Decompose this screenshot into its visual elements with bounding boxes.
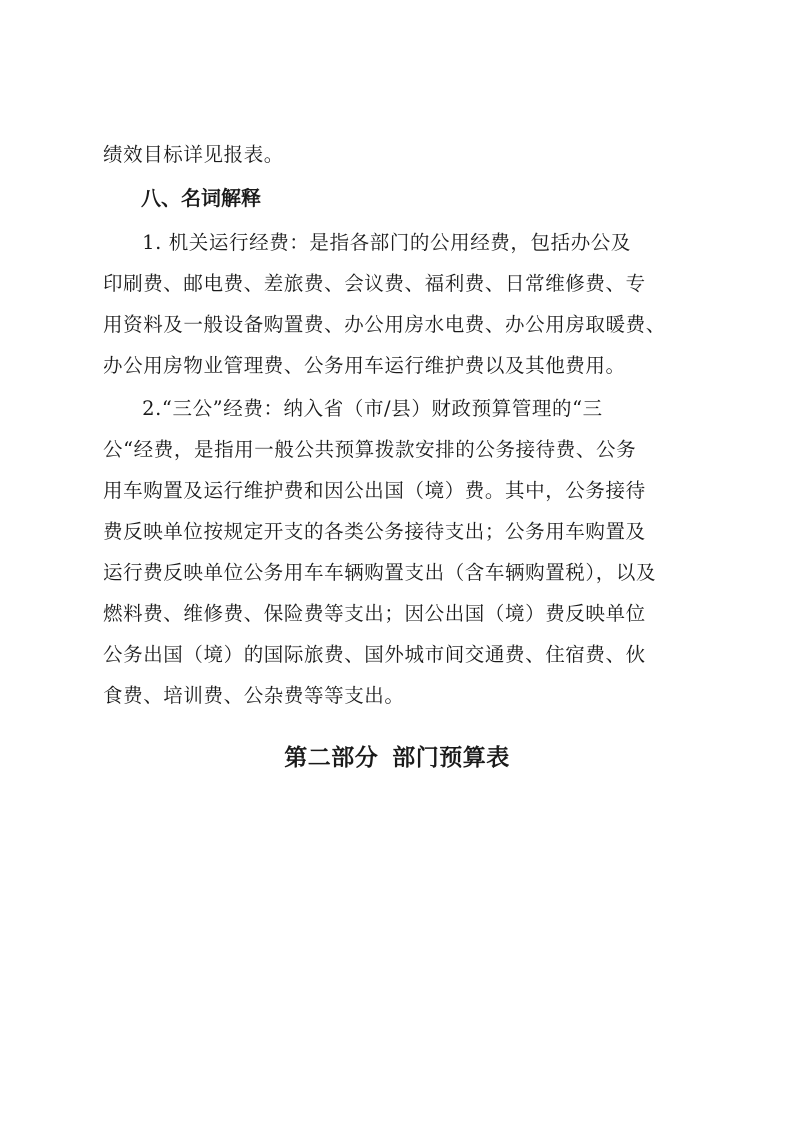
paragraph-2-line-4: 费反映单位按规定开支的各类公务接待支出；公务用车购置及 — [103, 520, 646, 543]
paragraph-2-line-6: 燃料费、维修费、保险费等支出；因公出国（境）费反映单位 — [103, 602, 646, 625]
paragraph-2-line-7: 公务出国（境）的国际旅费、国外城市间交通费、住宿费、伙 — [103, 643, 646, 666]
paragraph-2-line-8: 食费、培训费、公杂费等等支出。 — [103, 684, 405, 707]
intro-line: 绩效目标详见报表。 — [103, 143, 284, 166]
paragraph-2-line-2: 公“经费，是指用一般公共预算拨款安排的公务接待费、公务 — [103, 438, 637, 461]
paragraph-2-line-1: 2.“三公”经费：纳入省（市/县）财政预算管理的“三 — [122, 397, 603, 420]
part-name: 部门预算表 — [392, 744, 510, 771]
paragraph-2-line-5: 运行费反映单位公务用车车辆购置支出（含车辆购置税），以及 — [103, 561, 657, 584]
section-heading: 八、名词解释 — [141, 186, 261, 210]
paragraph-1-line-2: 印刷费、邮电费、差旅费、会议费、福利费、日常维修费、专 — [103, 272, 646, 295]
paragraph-1-line-3: 用资料及一般设备购置费、办公用房水电费、办公用房取暖费、 — [103, 313, 666, 336]
part-number: 第二部分 — [284, 744, 379, 771]
paragraph-2-line-3: 用车购置及运行维护费和因公出国（境）费。其中，公务接待 — [103, 479, 646, 502]
paragraph-1-line-4: 办公用房物业管理费、公务用车运行维护费以及其他费用。 — [103, 354, 626, 377]
part-title — [0, 744, 794, 772]
paragraph-1-line-1: 1. 机关运行经费：是指各部门的公用经费，包括办公及 — [122, 231, 632, 254]
